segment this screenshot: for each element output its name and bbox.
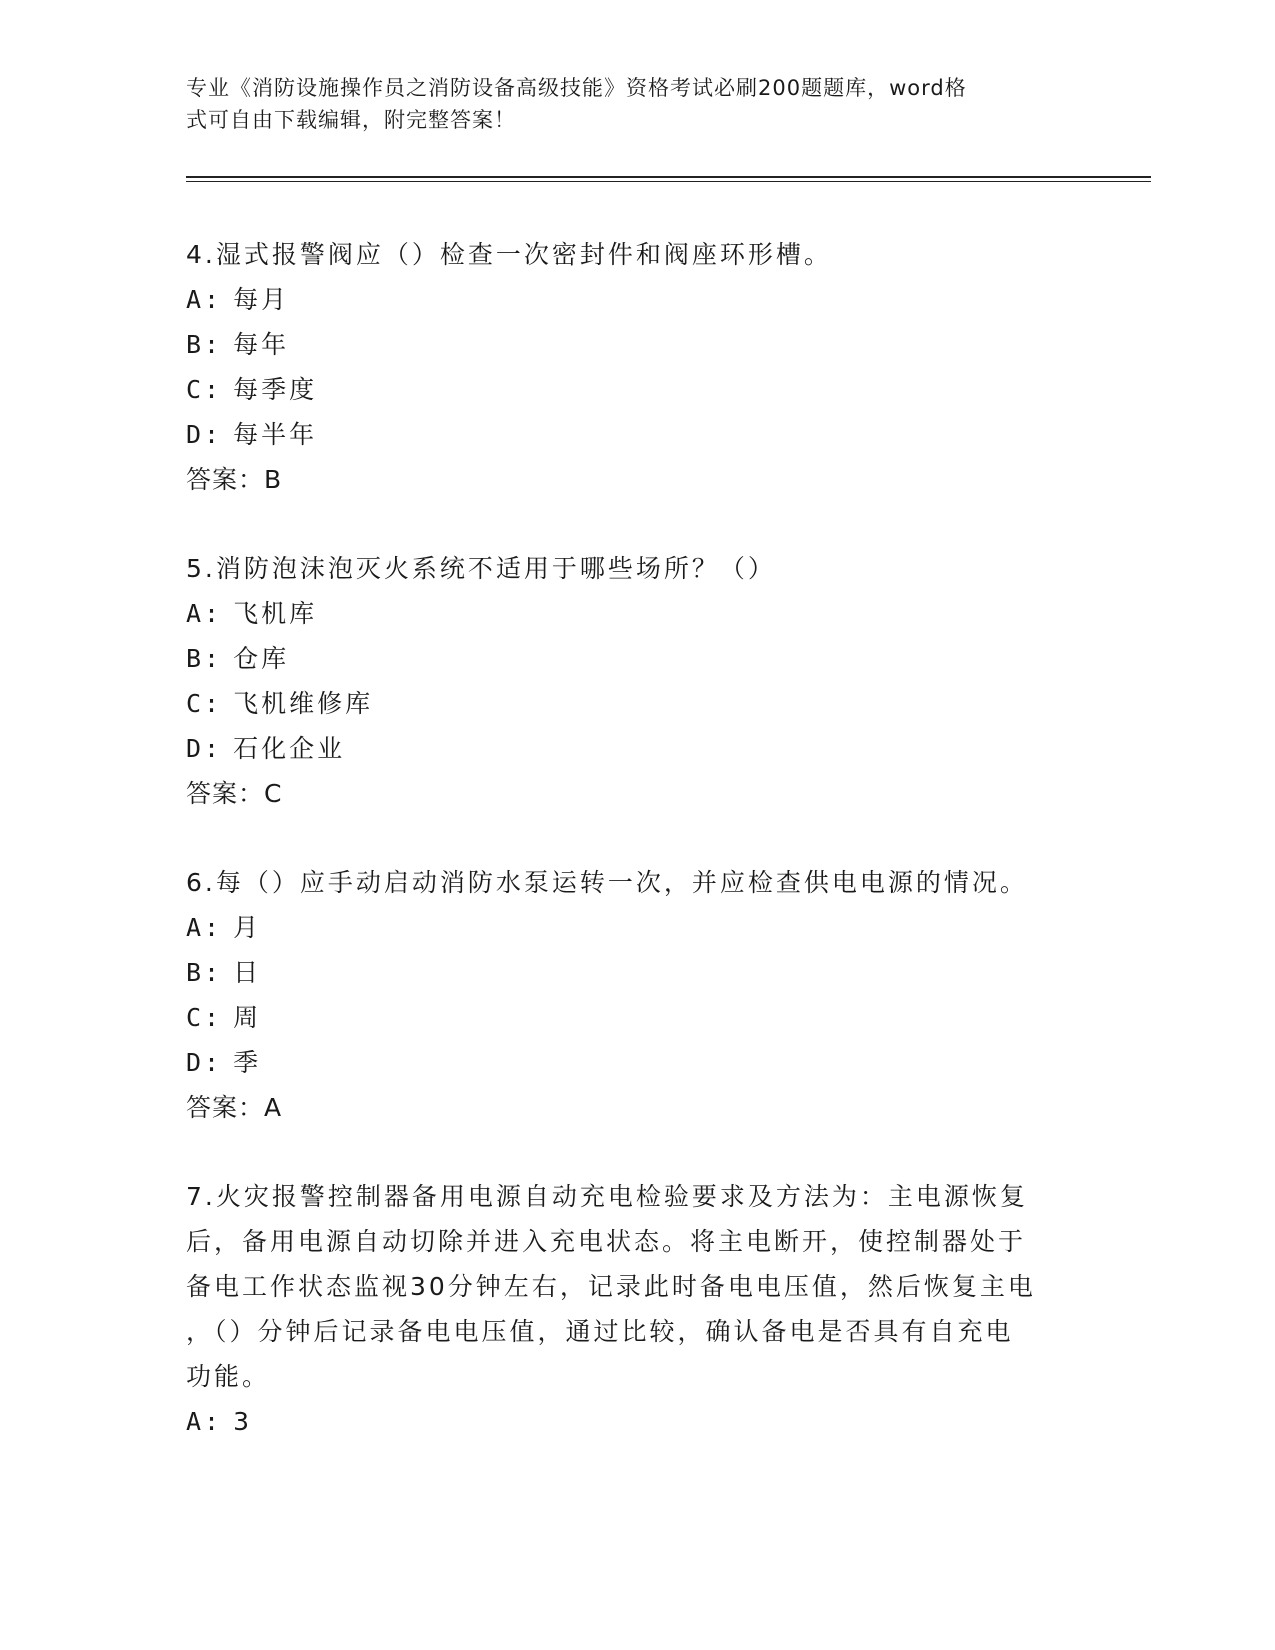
- option-text: 每半年: [233, 420, 318, 449]
- option-a: [186, 277, 1086, 322]
- header-divider-thin: [186, 181, 1151, 182]
- option-text: 飞机库: [233, 599, 318, 628]
- option-label: C:: [186, 1003, 223, 1032]
- question-stem-line: ，（）分钟后记录备电电压值，通过比较，确认备电是否具有自充电: [186, 1317, 1014, 1346]
- option-text: 日: [233, 958, 262, 987]
- question-7: [186, 1174, 1086, 1444]
- option-text: 飞机维修库: [233, 689, 374, 718]
- option-text: 每月: [233, 285, 290, 314]
- question-list: [186, 232, 1086, 1488]
- option-a: [186, 905, 1086, 950]
- option-text: 3: [233, 1407, 252, 1436]
- question-5: [186, 546, 1086, 816]
- answer-line: 答案：C: [186, 779, 283, 808]
- option-label: A:: [186, 913, 223, 942]
- option-c: [186, 995, 1086, 1040]
- option-b: [186, 322, 1086, 367]
- option-d: [186, 412, 1086, 457]
- option-text: 周: [233, 1003, 262, 1032]
- header-line-2: 式可自由下载编辑，附完整答案！: [186, 108, 516, 132]
- question-stem-line: 7.火灾报警控制器备用电源自动充电检验要求及方法为：主电源恢复: [186, 1182, 1028, 1211]
- option-label: D:: [186, 734, 223, 763]
- answer-line: 答案：A: [186, 1093, 283, 1122]
- option-label: D:: [186, 1048, 223, 1077]
- option-label: B:: [186, 644, 223, 673]
- option-label: C:: [186, 375, 223, 404]
- option-label: A:: [186, 1407, 223, 1436]
- option-label: B:: [186, 330, 223, 359]
- option-d: [186, 726, 1086, 771]
- option-text: 每季度: [233, 375, 318, 404]
- question-4: [186, 232, 1086, 502]
- option-a: [186, 591, 1086, 636]
- question-stem-line: 功能。: [186, 1362, 271, 1391]
- option-b: [186, 636, 1086, 681]
- option-c: [186, 681, 1086, 726]
- option-text: 每年: [233, 330, 290, 359]
- option-d: [186, 1040, 1086, 1085]
- option-label: C:: [186, 689, 223, 718]
- question-6: [186, 860, 1086, 1130]
- question-stem-line: 备电工作状态监视30分钟左右，记录此时备电电压值，然后恢复主电: [186, 1272, 1036, 1301]
- option-text: 仓库: [233, 644, 290, 673]
- option-c: [186, 367, 1086, 412]
- option-text: 月: [233, 913, 262, 942]
- question-stem-line: 后，备用电源自动切除并进入充电状态。将主电断开，使控制器处于: [186, 1227, 1027, 1256]
- answer-line: 答案：B: [186, 465, 283, 494]
- option-a: [186, 1399, 1086, 1444]
- option-label: A:: [186, 285, 223, 314]
- option-text: 季: [233, 1048, 262, 1077]
- header-line-1: 专业《消防设施操作员之消防设备高级技能》资格考试必刷200题题库，word格: [186, 76, 967, 100]
- question-stem: 5.消防泡沫泡灭火系统不适用于哪些场所？（）: [186, 554, 776, 583]
- option-text: 石化企业: [233, 734, 346, 763]
- option-label: A:: [186, 599, 223, 628]
- document-header: [186, 72, 1066, 136]
- header-divider-thick: [186, 176, 1151, 178]
- question-stem: 6.每（）应手动启动消防水泵运转一次，并应检查供电电源的情况。: [186, 868, 1028, 897]
- option-label: D:: [186, 420, 223, 449]
- option-b: [186, 950, 1086, 995]
- question-stem: 4.湿式报警阀应（）检查一次密封件和阀座环形槽。: [186, 240, 832, 269]
- option-label: B:: [186, 958, 223, 987]
